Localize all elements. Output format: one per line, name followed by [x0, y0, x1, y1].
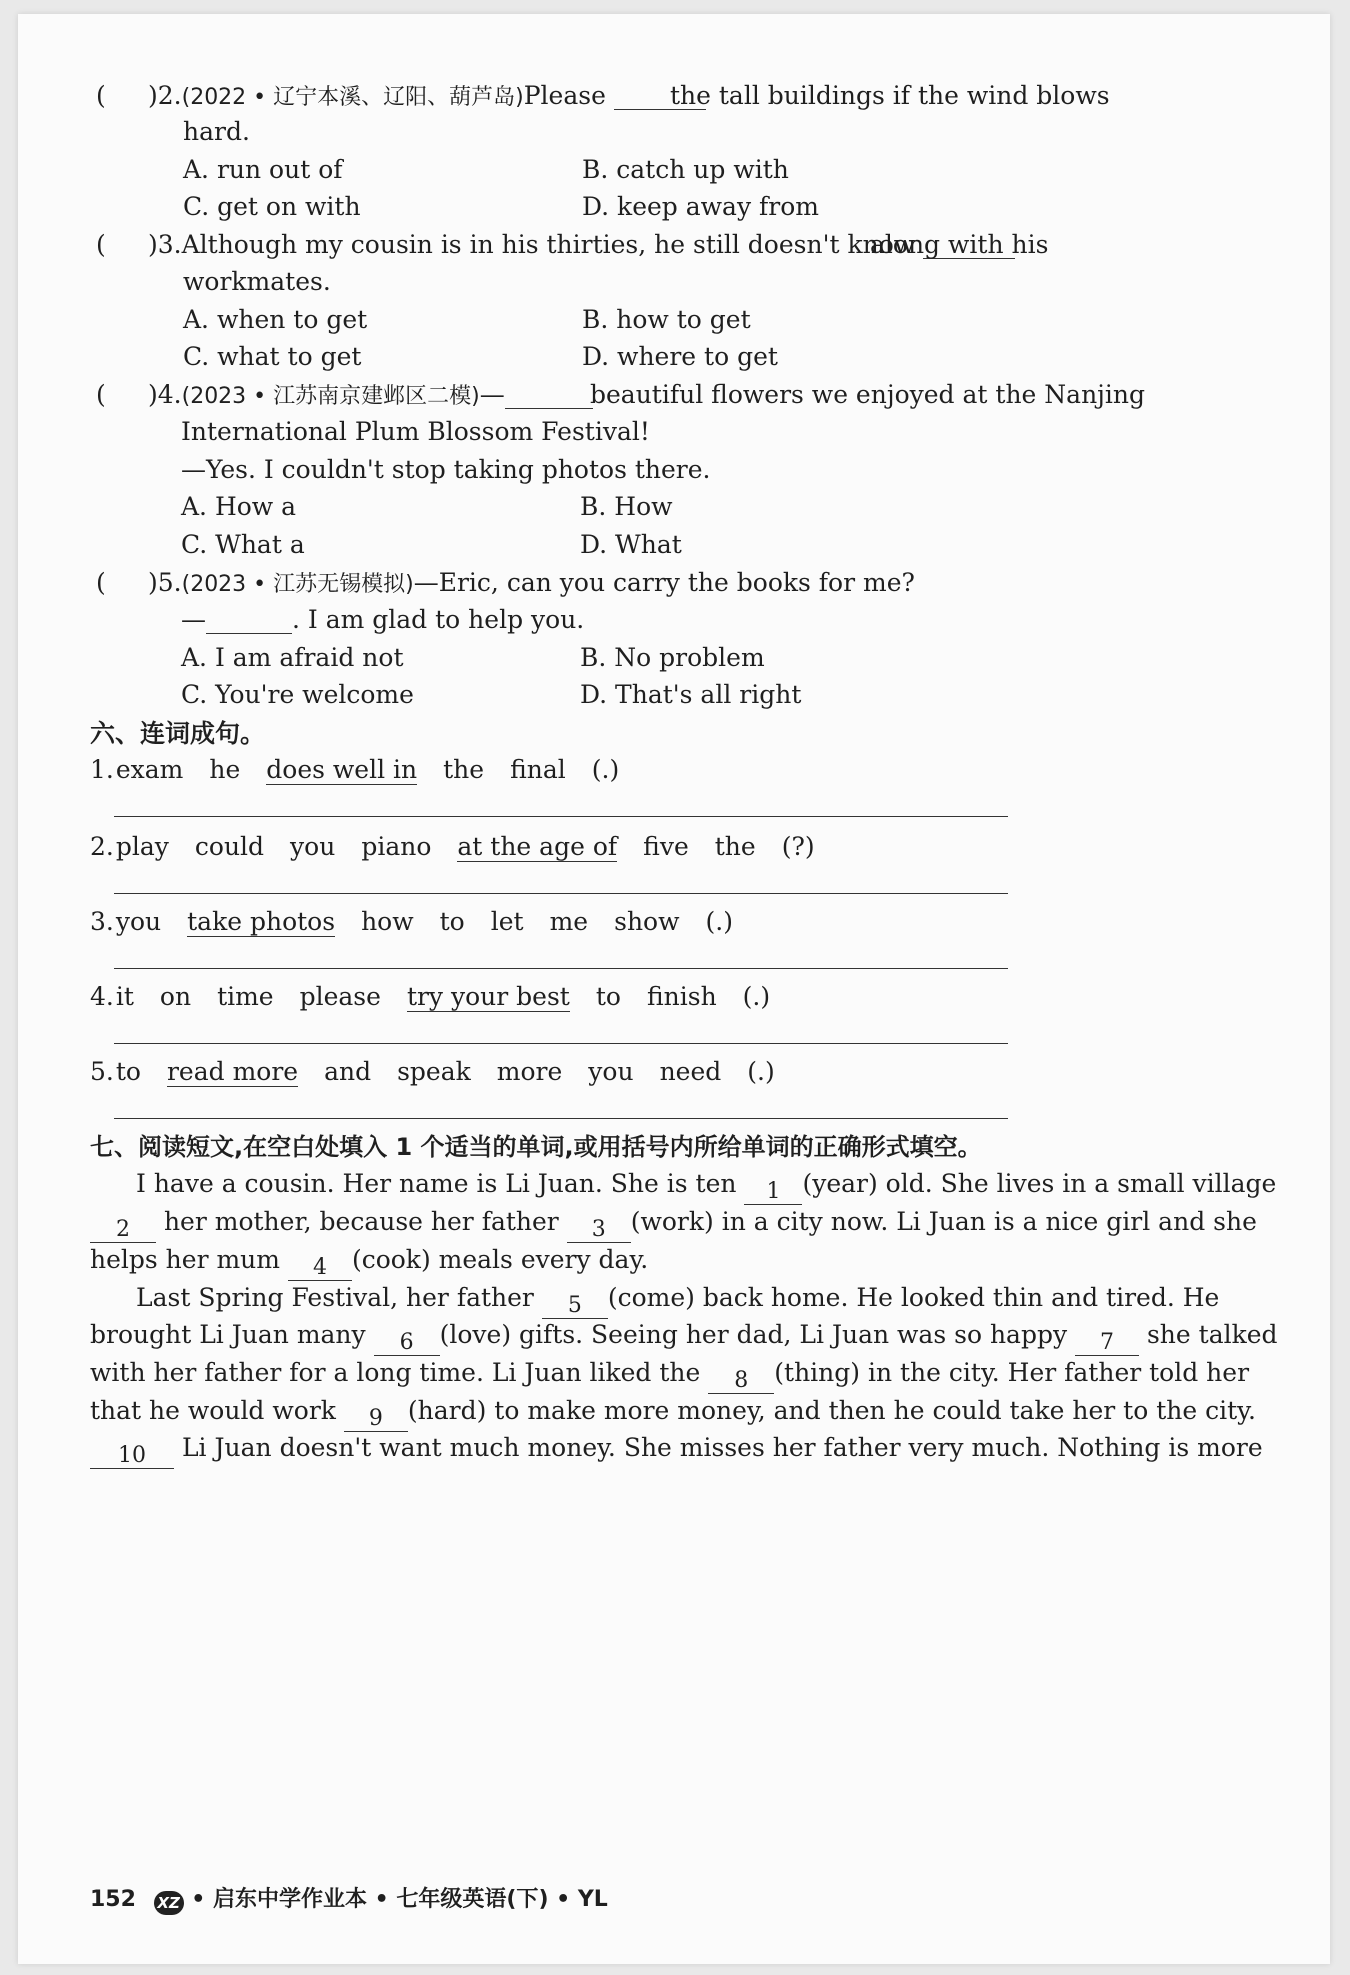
worksheet-page [18, 14, 1330, 1964]
reorder-item-number: 4. [90, 982, 114, 1011]
q3-option-a[interactable]: A. when to get [183, 305, 368, 334]
passage-line-6 [90, 1357, 1250, 1394]
scrambled-word: (.) [705, 907, 733, 936]
passage-text: Li Juan doesn't want much money. She misses her father very much. Nothing is more [174, 1433, 1263, 1462]
q2-option-d[interactable]: D. keep away from [582, 192, 819, 221]
section7-title: 七、阅读短文,在空白处填入 1 个适当的单词,或用括号内所给单词的正确形式填空。 [90, 1133, 982, 1161]
passage-text: (work) in a city now. Li Juan is a nice girl and she [630, 1207, 1257, 1236]
scrambled-word: to [115, 1057, 141, 1086]
scrambled-word: exam [115, 755, 184, 784]
q3-post: along with his [870, 230, 1049, 259]
q5-option-c[interactable]: C. You're welcome [181, 680, 414, 709]
reorder-item-3 [90, 906, 733, 938]
underlined-phrase: at the age of [457, 832, 618, 861]
answer-line[interactable] [114, 893, 1008, 894]
scrambled-word: piano [361, 832, 432, 861]
q4-stem [148, 379, 593, 413]
reorder-item-2 [90, 831, 815, 863]
passage-line-4 [136, 1282, 1220, 1319]
scrambled-word: and [324, 1057, 372, 1086]
scrambled-word: (.) [742, 982, 771, 1011]
passage-blank-1[interactable]: 1 [744, 1180, 802, 1205]
passage-blank-5[interactable]: 5 [542, 1294, 608, 1319]
reorder-item-4 [90, 981, 770, 1013]
passage-text: (come) back home. He looked thin and tired. He [607, 1283, 1220, 1312]
q2-pre: Please [523, 81, 606, 110]
underlined-phrase: read more [166, 1057, 299, 1086]
passage-text: Last Spring Festival, her father [136, 1283, 542, 1312]
passage-line-7 [90, 1395, 1256, 1432]
passage-blank-7[interactable]: 7 [1075, 1331, 1139, 1356]
passage-line-3 [90, 1244, 1008, 1281]
scrambled-word: (.) [747, 1057, 775, 1086]
scrambled-word: time [217, 982, 274, 1011]
q5-reply-dash: — [181, 605, 206, 634]
q2-option-a[interactable]: A. run out of [183, 155, 343, 184]
q2-post: the tall buildings if the wind blows [670, 81, 1110, 110]
passage-text: with her father for a long time. Li Juan liked the [90, 1358, 709, 1387]
scrambled-word: five [643, 832, 689, 861]
scrambled-word: finish [646, 982, 717, 1011]
scrambled-word: you [115, 907, 162, 936]
q4-source: (2023 • 江苏南京建邺区二模) [181, 384, 480, 409]
scrambled-word: show [614, 907, 680, 936]
q4-pre: — [479, 380, 505, 409]
passage-text: (love) gifts. Seeing her dad, Li Juan was so happy [439, 1320, 1076, 1349]
q5-source: (2023 • 江苏无锡模拟) [181, 572, 414, 597]
q4-post: beautiful flowers we enjoyed at the Nanjing [590, 380, 1146, 409]
q5-stem [148, 567, 915, 601]
scrambled-word: you [290, 832, 336, 861]
passage-text: (year) old. She lives in a small village [802, 1169, 1277, 1198]
q3-cont: workmates. [183, 267, 331, 296]
reorder-item-number: 2. [90, 832, 114, 861]
scrambled-word: how [361, 907, 414, 936]
answer-line[interactable] [114, 1043, 1008, 1044]
q3-option-b[interactable]: B. how to get [582, 305, 751, 334]
reorder-item-number: 5. [90, 1057, 114, 1086]
scrambled-word: the [443, 755, 485, 784]
section6-title: 六、连词成句。 [90, 719, 266, 748]
scrambled-word: need [659, 1057, 722, 1086]
q5-pre: —Eric, can you carry the books for me? [413, 568, 915, 597]
q2-stem [148, 80, 706, 114]
answer-line[interactable] [114, 968, 1008, 969]
q5-option-a[interactable]: A. I am afraid not [181, 643, 404, 672]
q4-number: )4. [148, 380, 182, 409]
passage-blank-2[interactable]: 2 [90, 1218, 156, 1243]
q4-paren: ( [96, 380, 106, 409]
q5-reply-text: . I am glad to help you. [292, 605, 585, 634]
q2-paren: ( [96, 81, 106, 110]
scrambled-word: speak [397, 1057, 471, 1086]
q5-option-b[interactable]: B. No problem [580, 643, 765, 672]
scrambled-word: (?) [781, 832, 815, 861]
scrambled-word: you [588, 1057, 634, 1086]
q5-option-d[interactable]: D. That's all right [580, 680, 802, 709]
q2-source: (2022 • 辽宁本溪、辽阳、葫芦岛) [181, 85, 524, 110]
q3-pre: Although my cousin is in his thirties, he still doesn't know [181, 230, 916, 259]
scrambled-word: play [115, 832, 169, 861]
underlined-phrase: does well in [266, 755, 418, 784]
q3-option-d[interactable]: D. where to get [582, 342, 778, 371]
passage-text: I have a cousin. Her name is Li Juan. She is ten [136, 1169, 745, 1198]
scrambled-word: (.) [591, 755, 620, 784]
passage-blank-3[interactable]: 3 [567, 1218, 631, 1243]
q4-option-a[interactable]: A. How a [181, 492, 297, 521]
passage-text: (thing) in the city. Her father told her [774, 1358, 1250, 1387]
passage-blank-4[interactable]: 4 [288, 1256, 352, 1281]
q2-option-b[interactable]: B. catch up with [582, 155, 789, 184]
reorder-item-number: 1. [90, 755, 114, 784]
reorder-item-number: 3. [90, 907, 114, 936]
footer [90, 1884, 608, 1916]
page-number: 152 [90, 1887, 136, 1912]
passage-blank-6[interactable]: 6 [374, 1331, 440, 1356]
passage-text: that he would work [90, 1396, 344, 1425]
publisher-logo-icon: XZ [154, 1891, 184, 1915]
scrambled-word: more [496, 1057, 563, 1086]
q4-option-b[interactable]: B. How [580, 492, 673, 521]
q3-option-c[interactable]: C. what to get [183, 342, 362, 371]
passage-line-2 [90, 1206, 1257, 1243]
scrambled-word: could [194, 832, 265, 861]
q4-option-c[interactable]: C. What a [181, 530, 305, 559]
passage-blank-10[interactable]: 10 [90, 1444, 174, 1469]
q5-paren: ( [96, 568, 106, 597]
q2-number: )2. [148, 81, 182, 110]
underlined-phrase: try your best [406, 982, 570, 1011]
scrambled-word: the [714, 832, 756, 861]
passage-text: (cook) meals every day. [351, 1245, 649, 1274]
scrambled-word: to [439, 907, 465, 936]
answer-line[interactable] [114, 816, 1008, 817]
q5-reply [181, 604, 584, 636]
q5-blank[interactable] [206, 609, 292, 634]
reorder-item-1 [90, 754, 619, 786]
passage-text: she talked [1139, 1320, 1278, 1349]
passage-line-1 [136, 1168, 1277, 1205]
scrambled-word: to [595, 982, 621, 1011]
reorder-item-5 [90, 1056, 775, 1088]
answer-line[interactable] [114, 1118, 1008, 1119]
q4-cont: International Plum Blossom Festival! [181, 417, 650, 446]
scrambled-word: he [209, 755, 241, 784]
q4-blank[interactable] [505, 384, 593, 409]
underlined-phrase: take photos [187, 907, 336, 936]
passage-line-8 [90, 1432, 1263, 1469]
passage-text: (hard) to make more money, and then he could take her to the city. [407, 1396, 1256, 1425]
footer-text: • 启东中学作业本 • 七年级英语(下) • YL [191, 1887, 608, 1912]
q4-reply: —Yes. I couldn't stop taking photos there. [181, 455, 711, 484]
scrambled-word: it [115, 982, 134, 1011]
passage-text: brought Li Juan many [90, 1320, 374, 1349]
q5-number: )5. [148, 568, 182, 597]
q4-option-d[interactable]: D. What [580, 530, 682, 559]
passage-blank-9[interactable]: 9 [344, 1407, 408, 1432]
passage-blank-8[interactable]: 8 [708, 1369, 774, 1394]
scrambled-word: me [549, 907, 589, 936]
passage-text: her mother, because her father [156, 1207, 567, 1236]
passage-text: helps her mum [90, 1245, 288, 1274]
q2-option-c[interactable]: C. get on with [183, 192, 361, 221]
q2-cont: hard. [183, 117, 250, 146]
scrambled-word: let [490, 907, 524, 936]
scrambled-word: final [510, 755, 566, 784]
passage-line-5 [90, 1319, 1278, 1356]
scrambled-word: please [299, 982, 381, 1011]
q3-paren: ( [96, 230, 106, 259]
q3-number: )3. [148, 230, 182, 259]
scrambled-word: on [159, 982, 192, 1011]
